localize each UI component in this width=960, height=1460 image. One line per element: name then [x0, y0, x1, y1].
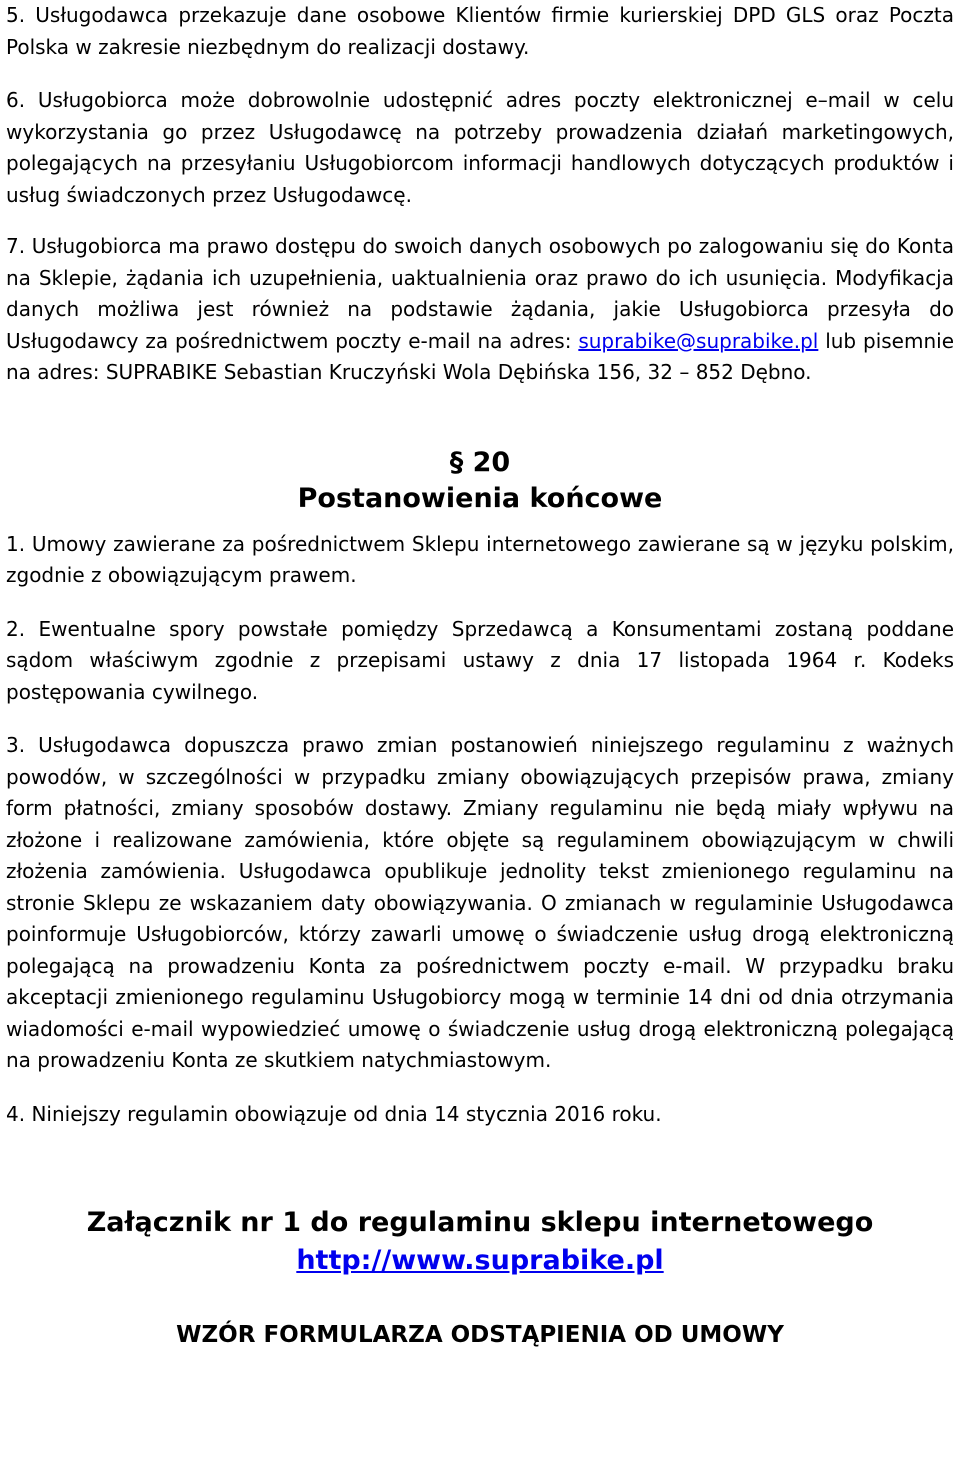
annex-url — [6, 1242, 954, 1280]
final-provision-4: 4. Niniejszy regulamin obowiązuje od dnia 14 stycznia 2016 roku. — [6, 1101, 662, 1126]
document-page — [6, 0, 954, 1350]
website-link[interactable]: http://www.suprabike.pl — [296, 1245, 664, 1276]
annex-title: Załącznik nr 1 do regulaminu sklepu internetowego — [86, 1207, 874, 1238]
paragraph-5: 5. Usługodawca przekazuje dane osobowe Klientów firmie kurierskiej DPD GLS oraz Poczta Polska w zakresie niezbędnym do realizacji dostawy. — [6, 3, 954, 59]
paragraph-6: 6. Usługobiorca może dobrowolnie udostępnić adres poczty elektronicznej e–mail w celu wykorzystania go przez Usługodawcę na potrzeby prowadzenia działań marketingowych, polegających na przesyłaniu Usługobiorcom informacji handlowych dotyczących produktów i usług świadczonych przez Usługodawcę. — [6, 88, 954, 207]
section-number: § 20 — [449, 446, 511, 478]
paragraph-7-text-end: lub pisemnie na adres: SUPRABIKE Sebastian Kruczyński Wola Dębińska 156, 32 – 852 Dębno. — [6, 328, 955, 384]
final-provision-1: 1. Umowy zawierane za pośrednictwem Sklepu internetowego zawierane są w języku polskim, zgodnie z obowiązującym prawem. — [6, 531, 954, 587]
withdrawal-form-title: WZÓR FORMULARZA ODSTĄPIENIA OD UMOWY — [176, 1322, 784, 1348]
final-provision-2: 2. Ewentualne spory powstałe pomiędzy Sprzedawcą a Konsumentami zostaną poddane sądom właściwym zgodnie z przepisami ustawy z dnia 17 listopada 1964 r. Kodeks postępowania cywilnego. — [6, 616, 954, 704]
final-provision-3: 3. Usługodawca dopuszcza prawo zmian postanowień niniejszego regulaminu z ważnych powodów, w szczególności w przypadku zmiany obowiązujących przepisów prawa, zmiany form płatności, zmiany sposobów dostawy. Zmiany regulaminu nie będą miały wpływu na złożone i realizowane zamówienia, które objęte są regulaminem obowiązującym w chwili złożenia zamówienia. Usługodawca opublikuje jednolity tekst zmienionego regulaminu na stronie Sklepu ze wskazaniem daty obowiązywania. O zmianach w regulaminie Usługodawca poinformuje Usługobiorców, którzy zawarli umowę o świadczenie usług drogą elektroniczną polegającą na prowadzeniu Konta za pośrednictwem poczty e-mail. W przypadku braku akceptacji zmienionego regulaminu Usługobiorcy mogą w terminie 14 dni od dnia otrzymania wiadomości e-mail wypowiedzieć umowę o świadczenie usług drogą elektroniczną polegającą na prowadzeniu Konta ze skutkiem natychmiastowym. — [6, 733, 954, 1072]
section-title: Postanowienia końcowe — [297, 482, 663, 514]
paragraph-7-text-start: 7. Usługobiorca ma prawo dostępu do swoich danych osobowych po zalogowaniu się do Konta na Sklepie, żądania ich uzupełnienia, uaktualnienia oraz prawo do ich usunięcia. Modyfikacja danych możliwa jest również na podstawie żądania, jakie Usługobiorca przesyła do Usługodawcy za pośrednictwem poczty e-mail na adres: — [6, 234, 954, 353]
paragraph-7 — [6, 231, 954, 389]
email-link[interactable]: suprabike@suprabike.pl — [578, 328, 819, 353]
